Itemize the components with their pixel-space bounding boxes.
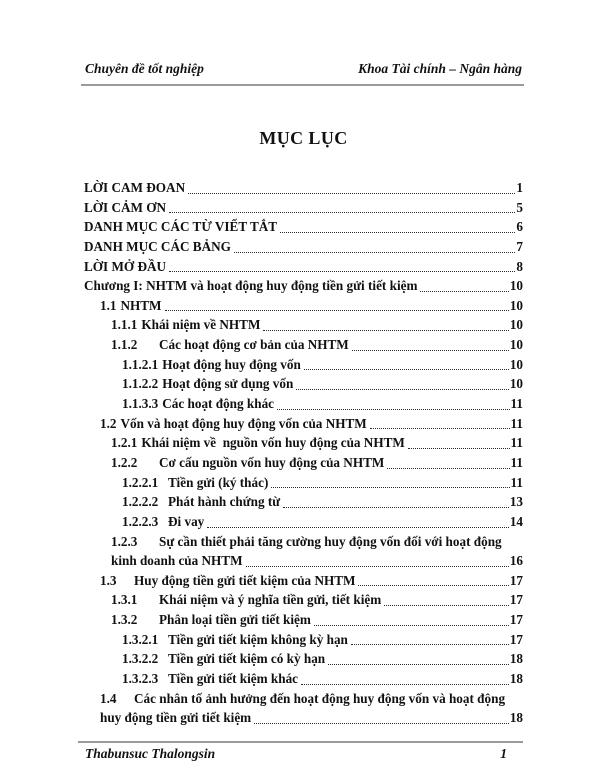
toc-entry-text: Sự cần thiết phải tăng cường huy động vốn đối với hoạt động	[159, 533, 502, 549]
toc-entry-number: 1.1.2.1	[122, 356, 159, 372]
toc-entry	[84, 394, 523, 414]
toc-entry-number: 1.2.2.3	[122, 513, 159, 529]
toc-entry-number: 1.1.3.3	[122, 396, 159, 412]
dot-leader-icon	[280, 232, 515, 233]
toc-entry-page: 14	[509, 513, 523, 529]
toc-entry-text: Chương I: NHTM và hoạt động huy động tiền gửi tiết kiệm	[84, 278, 418, 294]
toc-entry-text: Tiền gửi (ký thác)	[168, 474, 269, 490]
dot-leader-icon	[188, 193, 515, 194]
toc-entry-text: Khái niệm và ý nghĩa tiền gửi, tiết kiệm	[159, 592, 382, 608]
toc-entry-text: Khái niệm về nguồn vốn huy động của NHTM	[141, 435, 405, 451]
dot-leader-icon	[207, 527, 509, 528]
header-rule	[81, 84, 524, 86]
toc-entry-number: 1.2.2.2	[122, 494, 159, 510]
dot-leader-icon	[246, 566, 509, 567]
toc-entry-page: 11	[510, 415, 523, 431]
toc-entry	[84, 708, 523, 728]
toc-entry	[84, 198, 523, 218]
toc-entry-page: 11	[510, 435, 523, 451]
toc-entry	[84, 178, 523, 198]
toc-entry-page: 18	[509, 671, 523, 687]
toc-entry-page: 10	[509, 297, 523, 313]
toc-entry-text: DANH MỤC CÁC BẢNG	[84, 238, 231, 254]
dot-leader-icon	[277, 409, 510, 410]
toc-entry	[84, 590, 523, 610]
toc-entry-text: NHTM	[120, 297, 162, 313]
toc-entry-number: 1.2.3	[111, 533, 138, 549]
dot-leader-icon	[358, 585, 508, 586]
dot-leader-icon	[304, 369, 509, 370]
header-right-text: Khoa Tài chính – Ngân hàng	[358, 61, 522, 76]
toc-entry-page: 11	[510, 454, 523, 470]
toc-entry	[84, 473, 523, 493]
toc-entry-text: Tiền gửi tiết kiệm khác	[168, 671, 299, 687]
toc-entry-page: 17	[509, 631, 523, 647]
dot-leader-icon	[296, 389, 509, 390]
page-header	[85, 61, 522, 77]
toc-entry-text: Cơ cấu nguồn vốn huy động của NHTM	[159, 454, 385, 470]
toc-entry	[84, 335, 523, 355]
dot-leader-icon	[352, 350, 509, 351]
dot-leader-icon	[328, 664, 509, 665]
footer-author: Thabunsuc Thalongsin	[85, 746, 216, 761]
toc-entry	[84, 649, 523, 669]
page-footer	[85, 746, 523, 762]
dot-leader-icon	[408, 448, 510, 449]
toc-entry-text: Các hoạt động cơ bản của NHTM	[159, 337, 349, 353]
toc-entry-text: Vốn và hoạt động huy động vốn của NHTM	[120, 415, 367, 431]
dot-leader-icon	[301, 684, 509, 685]
toc-entry-number: 1.4	[100, 690, 117, 706]
dot-leader-icon	[314, 625, 509, 626]
toc-entry-page: 5	[516, 199, 523, 215]
toc-entry-page: 11	[510, 474, 523, 490]
table-of-contents	[84, 178, 523, 728]
dot-leader-icon	[387, 468, 509, 469]
toc-entry-page: 1	[516, 180, 523, 195]
toc-entry-number: 1.1.2	[111, 337, 138, 353]
toc-entry-number: 1.3.1	[111, 592, 138, 608]
dot-leader-icon	[384, 605, 509, 606]
dot-leader-icon	[283, 507, 509, 508]
toc-entry	[84, 492, 523, 512]
toc-entry	[84, 433, 523, 453]
dot-leader-icon	[165, 310, 509, 311]
toc-entry-page: 10	[509, 356, 523, 372]
toc-entry-text: Khái niệm về NHTM	[141, 317, 261, 333]
toc-entry-text: Hoạt động sử dụng vốn	[162, 376, 294, 392]
dot-leader-icon	[169, 212, 515, 213]
toc-entry	[84, 414, 523, 434]
toc-entry	[84, 276, 523, 296]
dot-leader-icon	[254, 723, 509, 724]
toc-entry-number: 1.3.2.2	[122, 651, 159, 667]
toc-entry-number: 1.2.1	[111, 435, 138, 451]
toc-entry-number: 1.2.2.1	[122, 474, 159, 490]
toc-entry-text: Tiền gửi tiết kiệm có kỳ hạn	[168, 651, 326, 667]
toc-entry	[84, 315, 523, 335]
dot-leader-icon	[370, 428, 510, 429]
toc-entry	[84, 237, 523, 257]
footer-page-number: 1	[500, 746, 507, 761]
toc-entry	[84, 257, 523, 277]
toc-entry-text: Đi vay	[168, 513, 205, 529]
toc-entry	[84, 355, 523, 375]
toc-entry-page: 11	[510, 396, 523, 412]
toc-entry-text: LỜI MỞ ĐẦU	[84, 258, 167, 274]
page-title: MỤC LỤC	[259, 128, 348, 148]
toc-entry-text: Tiền gửi tiết kiệm không kỳ hạn	[168, 631, 348, 647]
dot-leader-icon	[351, 644, 509, 645]
toc-entry	[84, 512, 523, 532]
toc-entry-text: LỜI CẢM ƠN	[84, 199, 167, 215]
toc-entry	[84, 217, 523, 237]
toc-entry-number: 1.2.2	[111, 454, 138, 470]
toc-entry-text: Phân loại tiền gửi tiết kiệm	[159, 612, 311, 628]
toc-entry-page: 10	[509, 317, 523, 333]
toc-entry-text: Các nhân tố ảnh hưởng đến hoạt động huy động vốn và hoạt động	[134, 690, 506, 706]
toc-entry-page: 10	[509, 337, 523, 353]
toc-entry-page: 13	[509, 494, 523, 510]
toc-entry	[84, 296, 523, 316]
toc-entry-page: 7	[516, 238, 523, 254]
toc-entry-number: 1.2	[100, 415, 117, 431]
toc-entry-page: 6	[516, 219, 523, 235]
footer-rule	[78, 741, 523, 743]
toc-entry-number: 1.1	[100, 297, 117, 313]
toc-entry	[84, 669, 523, 689]
toc-entry-number: 1.3.2.1	[122, 631, 159, 647]
toc-entry	[84, 689, 523, 709]
toc-entry-page: 17	[509, 572, 523, 588]
toc-entry-page: 17	[509, 592, 523, 608]
dot-leader-icon	[271, 487, 509, 488]
toc-entry-page: 17	[509, 612, 523, 628]
toc-entry-number: 1.1.2.2	[122, 376, 159, 392]
toc-entry	[84, 610, 523, 630]
dot-leader-icon	[420, 291, 508, 292]
toc-entry-number: 1.3.2.3	[122, 671, 159, 687]
toc-entry-page: 10	[509, 376, 523, 392]
toc-entry-text: Phát hành chứng từ	[168, 494, 281, 510]
toc-entry-text: DANH MỤC CÁC TỪ VIẾT TẮT	[84, 219, 278, 235]
toc-entry	[84, 630, 523, 650]
dot-leader-icon	[169, 271, 515, 272]
toc-entry-number: 1.3	[100, 572, 117, 588]
toc-entry-text: LỜI CAM ĐOAN	[84, 180, 186, 195]
toc-entry	[84, 551, 523, 571]
toc-entry	[84, 571, 523, 591]
toc-entry	[84, 532, 523, 552]
toc-entry	[84, 374, 523, 394]
toc-entry-page: 18	[509, 710, 523, 726]
toc-entry-number: 1.1.1	[111, 317, 138, 333]
toc-entry-text: Hoạt động huy động vốn	[162, 356, 301, 372]
toc-entry-page: 8	[516, 258, 523, 274]
dot-leader-icon	[263, 330, 508, 331]
toc-entry-page: 10	[509, 278, 523, 294]
toc-entry-text: Các hoạt động khác	[162, 396, 275, 412]
toc-entry	[84, 453, 523, 473]
toc-entry-text: huy động tiền gửi tiết kiệm	[100, 710, 252, 726]
toc-entry-page: 16	[509, 553, 523, 569]
header-left-text: Chuyên đề tốt nghiệp	[85, 61, 204, 76]
toc-entry-page: 18	[509, 651, 523, 667]
toc-entry-text: Huy động tiền gửi tiết kiệm của NHTM	[134, 572, 356, 588]
toc-entry-text: kinh doanh của NHTM	[111, 553, 243, 569]
toc-entry-number: 1.3.2	[111, 612, 138, 628]
dot-leader-icon	[234, 252, 516, 253]
